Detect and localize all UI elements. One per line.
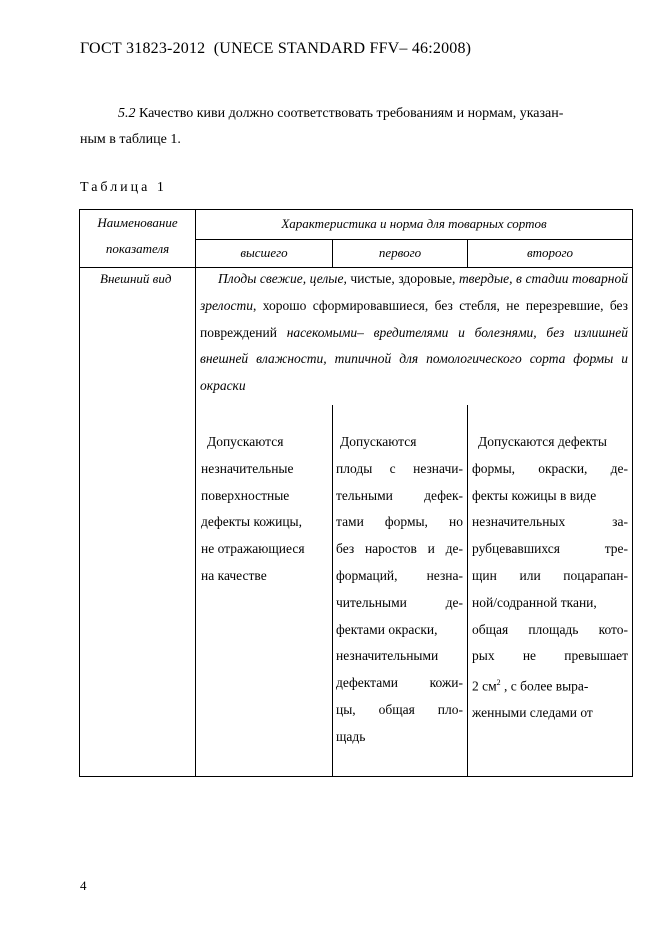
area-line: 2 $см^2$ , с более выра- [472, 678, 589, 694]
header-group-cell: Характеристика и норма для товарных сортов [281, 216, 547, 231]
standard-number: ГОСТ 31823-2012 [80, 40, 206, 57]
unece-reference: (UNECE STANDARD FFV– 46:2008) [213, 40, 472, 57]
intro-paragraph-line1: 5.2 Качество киви должно соответствовать требованиям и нормам, указан- [118, 106, 564, 121]
intro-paragraph-line2: ным в таблице 1. [80, 132, 181, 147]
header-grade-second: второго [526, 245, 574, 260]
table-caption: Таблица 1 [80, 180, 167, 195]
header-name-cell: Наименование показателя [97, 215, 178, 256]
header-grade-first: первого [378, 245, 422, 260]
col-divider-grade2 [467, 405, 468, 776]
grade-first-text: Допускаются плоды с незначи- тельными дефек- тами формы, но без наростов и де- формаций, незна- чительными де- фектами окраски, незначительными дефектами кожи- цы, общая пло- щадь [336, 434, 463, 744]
quality-table [79, 209, 633, 777]
header-divider-group [195, 239, 632, 240]
document-header [80, 40, 471, 58]
clause-number: 5.2 [118, 106, 136, 121]
col-divider-grade1 [332, 405, 333, 776]
common-requirements-text: Плоды свежие, целые, чистые, здоровые, твердые, в стадии товарной зрелости, хорошо сформировавшиеся, без стебля, не перезревшие, без повреждений насекомыми– вредителями и болезнями, без излишней внешней влажности, типичной для помологического сорта формы и окраски [200, 271, 628, 394]
page-number: 4 [80, 878, 87, 893]
header-grade-highest: высшего [240, 245, 288, 260]
grade-second-text: Допускаются дефекты формы, окраски, де- фекты кожицы в виде незначительных за- рубцевавшихся тре- щин или поцарапан- ной/содранной ткани, общая площадь кото- рых не превышает 2 $см^2$ , с более выра- женными следами от [472, 434, 628, 721]
grade-highest-text: Допускаются незначительные поверхностные дефекты кожицы, не отражающиеся на качестве [201, 434, 305, 583]
row-name-appearance: Внешний вид [100, 271, 172, 286]
col-divider-name [195, 210, 196, 776]
